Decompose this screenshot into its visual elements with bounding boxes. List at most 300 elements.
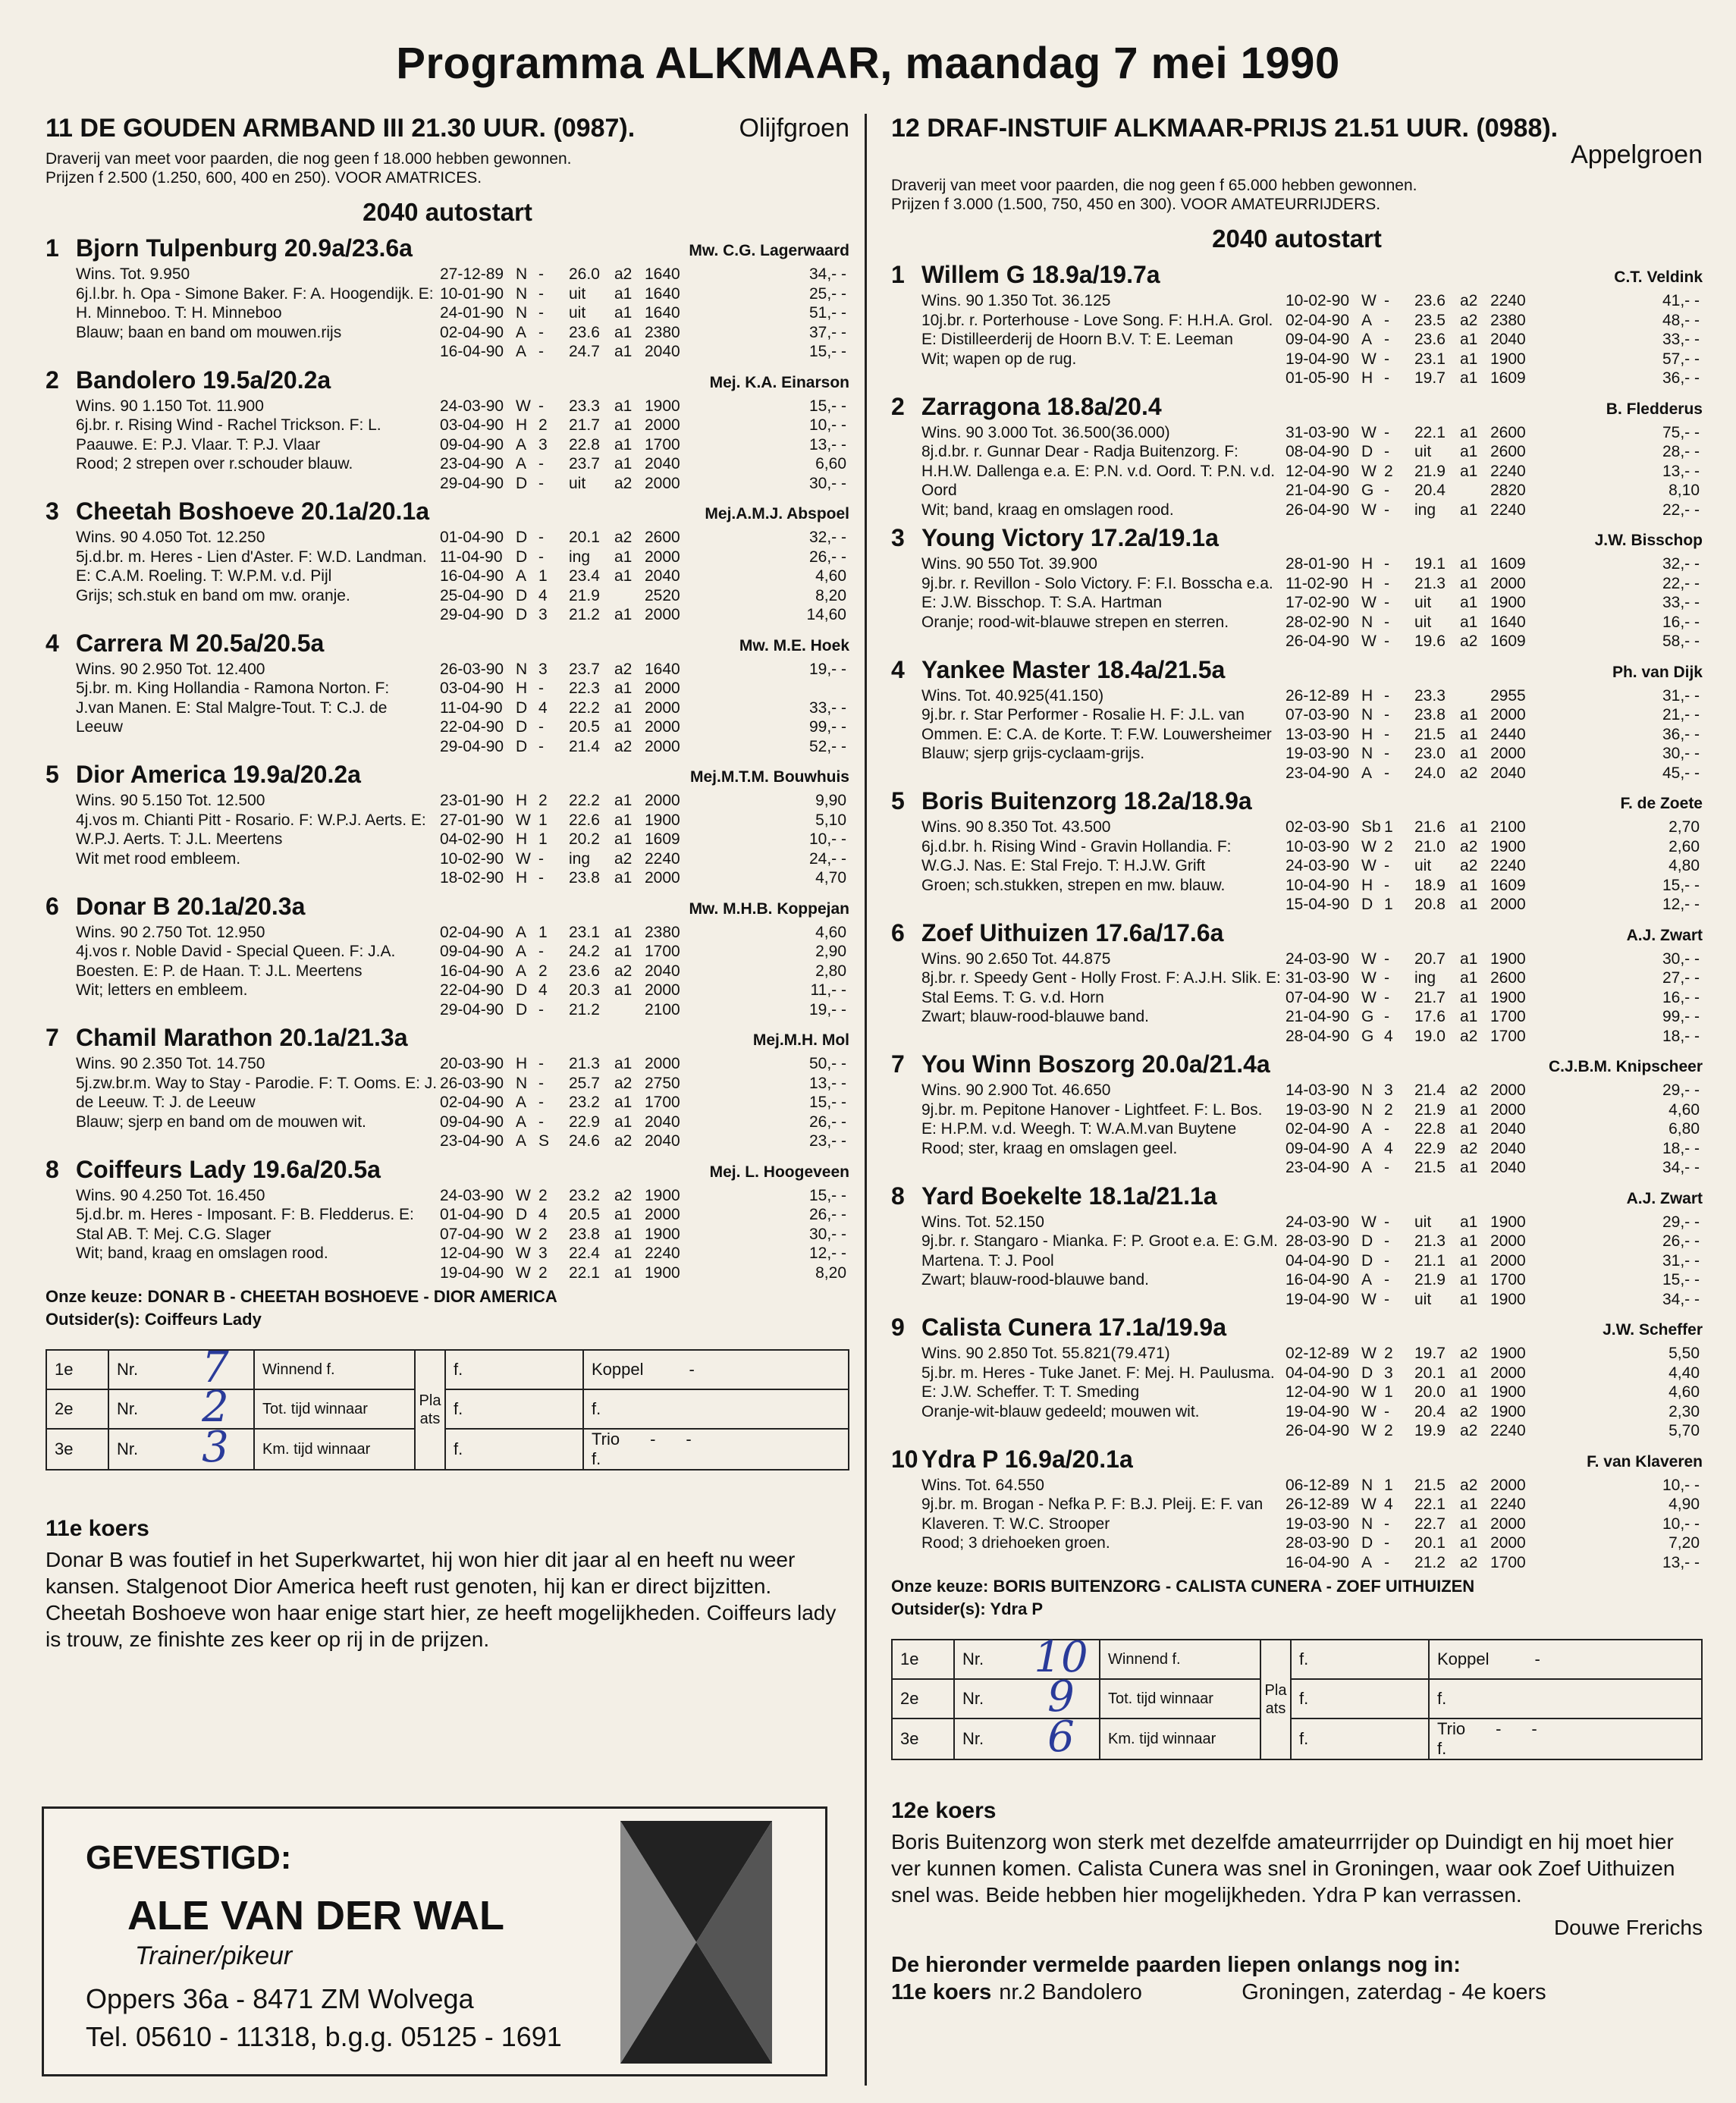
run-cell: 15,- - [808,397,846,415]
run-cell: A [1361,331,1373,348]
run-cell: 2040 [645,343,680,360]
recent-runs [1286,1476,1703,1573]
koppel-amount[interactable]: f. [583,1389,849,1429]
description-line: 6j.l.br. h. Opa - Simone Baker. F: A. Hoogendijk. E: [76,284,434,303]
run-cell: - [1384,1553,1389,1571]
run-cell: 23-04-90 [1286,1159,1350,1176]
run-cell: a2 [1460,311,1478,329]
run-cell: D [1361,1232,1373,1250]
condition-line: Prijzen f 2.500 (1.250, 600, 400 en 250). VOOR AMATRICES. [46,169,482,187]
run-cell: 19-04-90 [1286,1402,1350,1420]
outsiders: Outsider(s): Ydra P [891,1599,1044,1618]
result-row [46,1429,849,1470]
run-cell: 2000 [645,698,680,717]
plaats-amount[interactable]: f. [1291,1640,1429,1679]
run-row [440,1132,849,1151]
run-row [1286,1344,1703,1364]
run-cell: a2 [1460,857,1478,874]
run-cell: 21-04-90 [1286,482,1350,499]
handwritten-number[interactable] [177,1423,254,1472]
run-cell: - [538,943,544,960]
run-cell: 1700 [1490,1008,1526,1025]
run-cell: 1640 [645,304,680,322]
horse-number: 1 [46,234,59,262]
horse-number: 4 [891,655,905,683]
horse-entry [891,656,1703,783]
trio-cell[interactable] [583,1429,849,1470]
run-cell: 13-03-90 [1286,725,1350,743]
nr-label: Nr. [108,1350,177,1389]
description-line: Wit met rood embleem. [76,849,241,868]
run-cell: 1700 [1490,1271,1526,1288]
run-cell: - [538,1074,544,1092]
commentary-title: 11e koers [46,1516,149,1541]
horse-entry [891,919,1703,1047]
run-cell: 21.7 [1414,988,1446,1006]
run-cell: 23.4 [569,567,600,585]
run-cell: a1 [1460,1514,1478,1533]
run-cell: 19-04-90 [1286,1290,1350,1308]
run-cell: 1609 [645,830,680,848]
run-cell: Sb [1361,818,1381,836]
run-cell: - [1384,1290,1389,1308]
run-cell: 2,60 [1669,837,1700,855]
horse-number: 1 [891,261,905,288]
run-cell: 2820 [1490,482,1526,499]
run-cell: - [1384,632,1389,650]
run-cell: - [1384,1271,1389,1288]
run-cell: uit [1414,1290,1432,1308]
run-row [1286,462,1703,482]
run-cell: uit [1414,613,1432,631]
run-row [440,528,849,548]
run-cell: 36,- - [1662,369,1700,387]
ad-established: GEVESTIGD: [86,1839,292,1876]
run-cell: uit [1414,443,1432,460]
run-row [1286,632,1703,651]
run-cell: 19-03-90 [1286,1100,1350,1119]
run-cell: H [516,416,528,434]
run-cell: 2000 [645,737,680,755]
run-cell: 1700 [645,1094,680,1111]
run-row [440,981,849,1000]
run-cell: a1 [614,698,633,717]
koppel-cell[interactable] [1429,1640,1702,1679]
description-line: Oranje; rood-wit-blauwe strepen en sterren. [921,613,1229,631]
trio-cell[interactable] [1429,1718,1702,1759]
trio-amount: f. [1437,1739,1447,1758]
run-cell: 03-04-90 [440,416,504,434]
run-cell: 23.1 [1414,350,1446,368]
run-cell: 23.8 [569,1225,600,1243]
run-cell: 06-12-89 [1286,1476,1350,1494]
handwritten-value: 2 [202,1383,229,1432]
description-line: Wins. Tot. 64.550 [921,1476,1044,1494]
horse-owner: Ph. van Dijk [1612,663,1703,681]
run-cell: 29-04-90 [440,474,504,492]
run-cell: 25,- - [808,284,846,303]
run-cell: 26-03-90 [440,660,504,678]
run-row [1286,744,1703,764]
description-line: Wins. 90 2.900 Tot. 46.650 [921,1081,1111,1099]
run-cell: 22,- - [1662,501,1700,519]
run-row [440,474,849,494]
run-cell: 2040 [645,455,680,472]
run-cell: a1 [1460,350,1478,368]
run-cell: 1700 [1490,1553,1526,1571]
run-cell: a1 [614,606,633,623]
description-line: Wins. 90 2.750 Tot. 12.950 [76,923,265,941]
horse-entry [46,1024,849,1151]
run-cell: 13,- - [808,435,846,454]
run-cell: 2600 [1490,443,1526,460]
horse-number: 6 [891,918,905,946]
run-cell: a1 [1460,443,1478,460]
run-cell: 01-05-90 [1286,369,1350,387]
place-label: 2e [892,1679,954,1718]
run-cell: 2040 [1490,764,1526,782]
run-cell: - [1384,988,1389,1006]
run-cell: 22.1 [569,1263,600,1282]
run-cell: a1 [614,1206,633,1223]
run-cell: 2000 [1490,745,1526,762]
run-cell: 21.6 [1414,818,1446,836]
run-cell: uit [569,284,586,303]
our-choice: Onze keuze: BORIS BUITENZORG - CALISTA CUNERA - ZOEF UITHUIZEN [891,1577,1475,1596]
run-cell: 3 [1384,1364,1393,1382]
run-cell: 2 [538,962,548,980]
run-cell: - [1384,423,1389,441]
run-cell: 31-03-90 [1286,969,1350,987]
result-row [46,1350,849,1389]
description-line: Oord [921,482,957,499]
run-row [1286,481,1703,501]
run-cell: 1900 [1490,350,1526,368]
run-row [1286,988,1703,1008]
horse-name [46,629,849,660]
horse-entry [891,787,1703,915]
run-cell: - [1384,686,1389,705]
run-cell: a2 [614,474,633,492]
run-cell: 2955 [1490,686,1526,705]
horse-title: Dior America 19.9a/20.2a [76,761,361,788]
run-cell: 09-04-90 [440,435,504,454]
run-cell: 14-03-90 [1286,1081,1350,1099]
run-cell: G [1361,1027,1374,1045]
run-cell: 21-04-90 [1286,1008,1350,1025]
run-cell: A [516,323,527,341]
run-cell: H [1361,574,1373,592]
run-cell: 30,- - [808,1225,846,1243]
recent-runs-place: Groningen, zaterdag - 4e koers [1242,1980,1546,2004]
horse-title: You Winn Boszorg 20.0a/21.4a [921,1050,1270,1078]
run-cell: 2000 [1490,706,1526,723]
run-cell: W [1361,837,1377,855]
run-cell: 1700 [645,435,680,454]
time-label: Tot. tijd winnaar [254,1389,415,1429]
run-cell: 51,- - [808,304,846,322]
run-cell: a1 [1460,462,1478,480]
recent-runs-title: De hieronder vermelde paarden liepen onlangs nog in: [891,1953,1461,1977]
run-row [440,397,849,416]
run-cell: - [1384,706,1389,723]
run-cell: - [538,265,544,283]
run-cell: 19-03-90 [1286,745,1350,762]
run-cell: 6,60 [815,455,846,472]
run-cell: 2000 [1490,574,1526,592]
run-cell: 21.9 [1414,1271,1446,1288]
nr-label: Nr. [108,1389,177,1429]
run-cell [614,586,645,606]
horse-title: Donar B 20.1a/20.3a [76,892,306,920]
run-cell: a1 [614,455,633,472]
condition-line: Prijzen f 3.000 (1.500, 750, 450 en 300). VOOR AMATEURRIJDERS. [891,196,1381,213]
run-cell: 12-04-90 [440,1245,504,1262]
run-cell: 2 [538,416,548,434]
time-label: Winnend f. [1100,1640,1260,1679]
description-line: Paauwe. E: P.J. Vlaar. T: P.J. Vlaar [76,435,321,454]
run-cell [1460,686,1490,706]
run-cell: 1609 [1490,876,1526,894]
run-cell: 2600 [1490,969,1526,987]
description-line: Wins. 90 5.150 Tot. 12.500 [76,792,265,809]
run-cell: 29-04-90 [440,1000,504,1019]
run-row [1286,1476,1703,1496]
description-line: Wins. 90 2.350 Tot. 14.750 [76,1055,265,1072]
run-cell: - [1384,555,1389,573]
run-cell [614,1000,645,1020]
run-cell: 31,- - [1662,1251,1700,1270]
trio-label: Trio [1437,1719,1466,1738]
run-cell: 2240 [1490,462,1526,480]
recent-runs [1286,1081,1703,1178]
run-cell: 21.3 [1414,574,1446,592]
run-row [1286,1421,1703,1441]
run-cell: 1900 [1490,1402,1526,1420]
run-row [1286,949,1703,969]
run-cell: D [516,1000,528,1019]
run-cell: a1 [614,1225,633,1243]
horse-title: Young Victory 17.2a/19.1a [921,524,1219,551]
run-cell: W [1361,292,1377,309]
run-cell: 21.7 [569,416,600,434]
start-type: 2040 autostart [1212,224,1382,253]
horse-owner: Mw. M.H.B. Koppejan [689,899,849,918]
description-line: Stal AB. T: Mej. C.G. Slager [76,1225,272,1243]
run-cell: 5,10 [815,811,846,829]
run-cell: 21.2 [569,606,600,623]
run-cell: 2000 [645,416,680,434]
result-row [892,1640,1702,1679]
trio-amount: f. [592,1449,601,1468]
horse-number: 10 [891,1445,918,1473]
run-cell: 19.7 [1414,369,1446,387]
run-cell: 26-12-89 [1286,686,1350,705]
horse-description [891,686,1286,783]
horse-description [891,1081,1286,1178]
run-cell: 2 [1384,1345,1393,1362]
run-cell: 16-04-90 [1286,1271,1350,1288]
run-cell: 27-01-90 [440,811,504,829]
horse-entry [891,1445,1703,1573]
run-row [1286,442,1703,462]
run-cell: 24.6 [569,1132,600,1150]
result-table [891,1633,1703,1762]
condition-line: Draverij van meet voor paarden, die nog geen f 18.000 hebben gewonnen. [46,150,572,168]
run-cell: N [1361,1081,1373,1099]
run-cell: - [538,737,544,755]
place-label: 1e [892,1640,954,1679]
run-cell: 1 [538,830,548,848]
run-cell: - [1384,1008,1389,1025]
run-cell: W [516,1263,531,1282]
run-cell: 22,- - [1662,574,1700,592]
description-line: H.H.W. Dallenga e.a. E: P.N. v.d. Oord. T: P.N. v.d. [921,462,1276,480]
description-line: W.P.J. Aerts. T: J.L. Meertens [76,830,283,848]
run-row [440,1186,849,1206]
description-line: Oranje-wit-blauw gedeeld; mouwen wit. [921,1402,1200,1420]
plaats-amount[interactable]: f. [1291,1718,1429,1759]
horse-title: Willem G 18.9a/19.7a [921,261,1160,288]
plaats-amount[interactable]: f. [445,1389,583,1429]
run-cell: a1 [614,323,633,341]
page-title: Programma ALKMAAR, maandag 7 mei 1990 [396,39,1340,88]
run-cell: 20.1 [1414,1364,1446,1382]
run-cell: 2000 [645,474,680,492]
recent-runs [1286,1344,1703,1441]
horse-number: 8 [46,1155,59,1183]
run-row [440,567,849,586]
run-row [440,454,849,474]
plaats-amount[interactable]: f. [445,1350,583,1389]
plaats-amount[interactable]: f. [1291,1679,1429,1718]
description-line: 9j.br. r. Revillon - Solo Victory. F: F.I. Bosscha e.a. [921,574,1273,592]
run-cell: 23.8 [569,869,600,887]
run-cell: 18,- - [1662,1027,1700,1045]
run-cell: 48,- - [1662,311,1700,329]
recent-runs [440,660,849,757]
run-cell: 2240 [1490,1422,1526,1439]
run-cell: 2040 [1490,1139,1526,1157]
run-cell: 24-03-90 [1286,1213,1350,1231]
description-line: Wins. Tot. 40.925(41.150) [921,686,1104,705]
horse-name [891,1314,1703,1344]
run-cell: 19,- - [808,1000,846,1019]
run-cell: 1900 [1490,1213,1526,1231]
description-line: Wins. 90 2.850 Tot. 55.821(79.471) [921,1345,1170,1362]
run-cell: - [538,1000,544,1019]
run-cell: 26,- - [808,548,846,566]
run-cell: a1 [1460,1534,1478,1552]
run-cell: a1 [1460,369,1478,387]
run-cell: ing [569,849,591,868]
run-cell: 99,- - [808,718,846,736]
run-cell: 23-04-90 [440,1132,504,1150]
horse-entry [46,366,849,494]
run-cell: H [516,792,528,809]
run-cell: 32,- - [1662,555,1700,573]
run-cell: 26-04-90 [1286,501,1350,519]
horse-name [891,261,1703,291]
run-cell: 1 [538,567,548,585]
run-cell: a1 [614,548,633,566]
run-cell: 19-03-90 [1286,1514,1350,1533]
run-cell: A [516,1094,527,1111]
run-cell: 2000 [645,792,680,809]
run-cell: a2 [614,1186,633,1204]
description-line: E: Distilleerderij de Hoorn B.V. T: E. Leeman [921,331,1233,348]
run-cell: 1 [538,811,548,829]
run-cell: a1 [1460,1290,1478,1308]
run-cell: 18,- - [1662,1139,1700,1157]
run-cell: a2 [1460,1027,1478,1045]
run-cell: 28,- - [1662,443,1700,460]
handwritten-value: 9 [1047,1672,1075,1722]
run-cell: a1 [1460,1100,1478,1119]
description-line: Wins. Tot. 52.150 [921,1213,1044,1231]
description-line: Wit; band, kraag en omslagen rood. [76,1245,328,1262]
run-cell: - [1384,1213,1389,1231]
horse-list [46,234,849,1282]
run-cell: 19.9 [1414,1422,1446,1439]
run-row [1286,686,1703,706]
run-cell: 22.4 [569,1245,600,1262]
run-cell: - [538,548,544,566]
run-row [1286,311,1703,331]
description-line: 5j.br. m. Heres - Tuke Janet. F: Mej. H. Paulusma. [921,1364,1275,1382]
recent-runs [440,1186,849,1283]
commentary-text: Boris Buitenzorg won sterk met dezelfde amateurrrijder op Duindigt en hij moet hier ver kunnen komen. Calista Cunera was snel in Groningen, waar ook Zoef Uithuizen snel was. Beide hebben hier mogelijkheden. Ydra P kan verrassen. [891,1830,1675,1907]
run-cell: W [1361,632,1377,650]
run-cell: 2000 [645,718,680,736]
run-cell: H [516,830,528,848]
description-line: Blauw; baan en band om mouwen.rijs [76,323,342,341]
run-cell: a1 [1460,1008,1478,1025]
koppel-cell[interactable] [583,1350,849,1389]
horse-entry [46,761,849,888]
run-cell: a1 [1460,949,1478,968]
horse-number: 3 [891,524,905,551]
run-cell: 1640 [645,265,680,283]
run-cell: 19-04-90 [440,1263,504,1282]
description-line: Ommen. E: C.A. de Korte. T: F.W. Louwersheimer [921,725,1272,743]
run-cell: 02-12-89 [1286,1345,1350,1362]
run-cell: 2380 [645,923,680,941]
run-row [440,435,849,455]
run-cell: 23.6 [1414,292,1446,309]
plaats-label: Plaats [1260,1640,1291,1759]
run-cell: a1 [1460,1496,1478,1513]
run-cell: 23.2 [569,1094,600,1111]
description-line: Wins. 90 2.950 Tot. 12.400 [76,660,265,678]
run-cell: 2,80 [815,962,846,980]
description-line: E: C.A.M. Roeling. T: W.P.M. v.d. Pijl [76,567,332,585]
handwritten-number[interactable] [1023,1712,1100,1762]
run-cell: 23.3 [569,397,600,415]
koppel-amount[interactable]: f. [1429,1679,1702,1718]
run-cell: a1 [1460,423,1478,441]
run-cell: W [1361,594,1377,611]
run-cell: 18.9 [1414,876,1446,894]
run-cell: a1 [614,943,633,960]
run-row [1286,1514,1703,1534]
run-cell: ing [569,548,591,566]
plaats-amount[interactable]: f. [445,1429,583,1470]
run-cell: 2 [538,792,548,809]
run-cell [709,679,849,698]
run-cell: 13,- - [1662,1553,1700,1571]
commentary-text: Donar B was foutief in het Superkwartet, hij won hier dit jaar al en heeft nu weer kansen. Stalgenoot Dior America heeft rust genoten, hij kan er direct bijzitten. Cheetah Boshoeve won haar enige start hier, ze heeft mogelijkheden. Coiffeurs lady is trouw, ze finishte zes keer op rij in de prijzen. [46,1548,837,1651]
